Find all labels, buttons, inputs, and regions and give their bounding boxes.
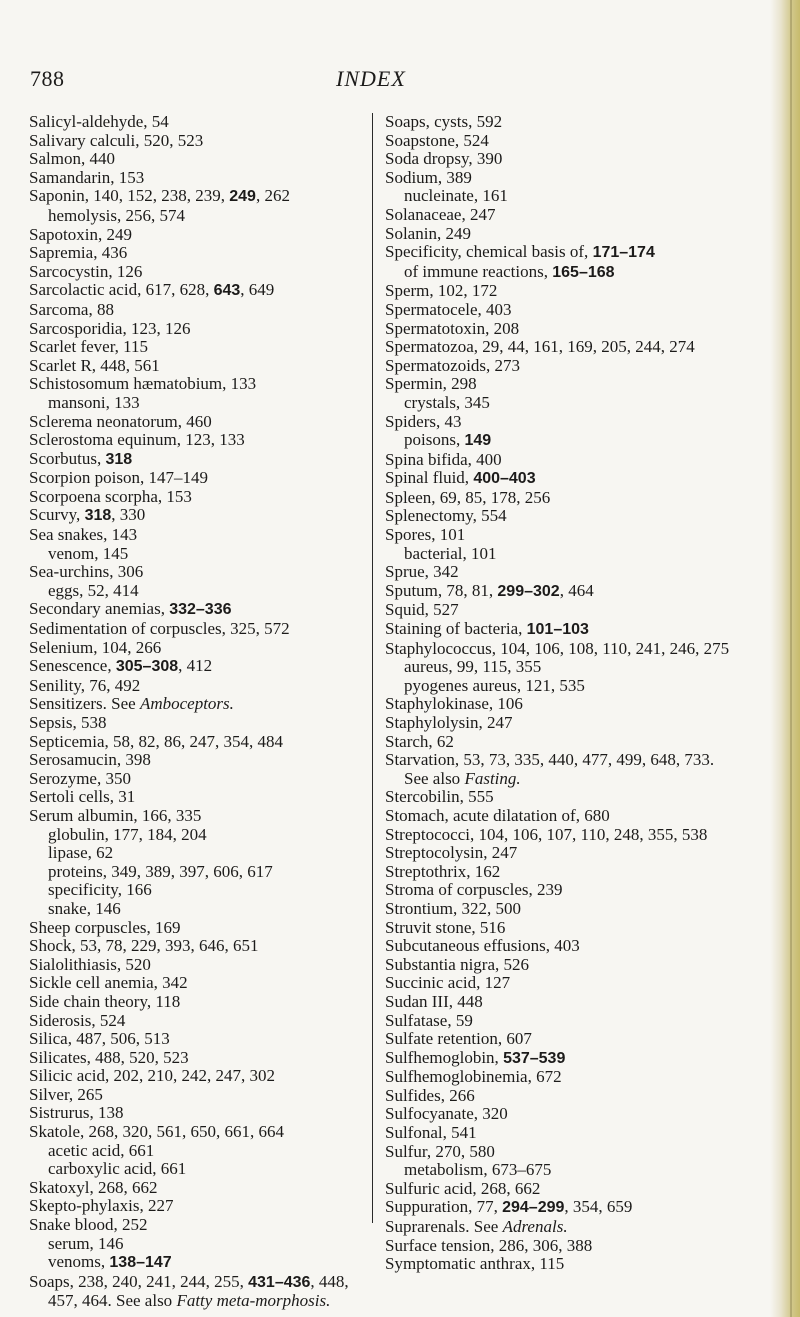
- entry-text: Sea-urchins, 306: [29, 562, 144, 582]
- entry-text: Septicemia, 58, 82, 86, 247, 354, 484: [29, 731, 284, 751]
- entry-text: serum, 146: [48, 1233, 124, 1253]
- index-entry: [385, 451, 742, 470]
- index-entry: [29, 338, 364, 357]
- index-entry: [29, 187, 364, 207]
- page-number: 788: [30, 66, 65, 91]
- index-entry: [385, 900, 742, 919]
- entry-text: hemolysis, 256, 574: [48, 205, 185, 225]
- index-entry: [29, 1012, 364, 1031]
- index-entry: [29, 1123, 364, 1142]
- entry-text: Soaps, cysts, 592: [385, 112, 503, 131]
- index-entry: [29, 620, 364, 639]
- entry-text: Staining of bacteria,: [385, 619, 527, 639]
- index-entry: [385, 1124, 742, 1143]
- entry-text: Sclerema neonatorum, 460: [29, 411, 212, 431]
- entry-text: Salicyl-aldehyde, 54: [29, 112, 169, 131]
- index-entry: [385, 601, 742, 620]
- entry-text: Spores, 101: [385, 525, 466, 545]
- entry-text: Struvit stone, 516: [385, 917, 506, 937]
- entry-text: Sudan III, 448: [385, 991, 483, 1011]
- entry-text: eggs, 52, 414: [48, 580, 139, 600]
- index-entry: [29, 639, 364, 658]
- index-subentry: [385, 1161, 742, 1180]
- index-entry: [29, 770, 364, 789]
- entry-text: Samandarin, 153: [29, 167, 145, 187]
- page-reference-bold: 431–436: [248, 1273, 311, 1291]
- index-entry: [385, 807, 742, 826]
- index-entry: [385, 1087, 742, 1106]
- index-entry: [29, 1104, 364, 1123]
- page-reference-bold: 165–168: [552, 263, 615, 281]
- index-entry: [29, 788, 364, 807]
- index-entry: [385, 301, 742, 320]
- entry-text: globulin, 177, 184, 204: [48, 824, 207, 844]
- entry-text: Sulfhemoglobin,: [385, 1047, 504, 1067]
- index-entry: [385, 320, 742, 339]
- entry-text: Stomach, acute dilatation of, 680: [385, 805, 610, 825]
- entry-text: acetic acid, 661: [48, 1140, 155, 1160]
- index-entry: [29, 375, 364, 394]
- index-subentry: [385, 677, 742, 696]
- entry-text: Sertoli cells, 31: [29, 787, 136, 807]
- index-entry: [29, 937, 364, 956]
- index-entry: [29, 413, 364, 432]
- entry-text: Spermatotoxin, 208: [385, 318, 520, 338]
- entry-text: poisons,: [404, 430, 465, 450]
- index-entry: [29, 357, 364, 376]
- index-entry: [29, 563, 364, 582]
- index-entry: [29, 244, 364, 263]
- entry-text: mansoni, 133: [48, 392, 140, 412]
- index-subentry: [29, 394, 364, 413]
- entry-text: Sulfur, 270, 580: [385, 1141, 495, 1161]
- index-entry: [29, 956, 364, 975]
- entry-text: Sialolithiasis, 520: [29, 954, 151, 974]
- index-entry: [29, 469, 364, 488]
- index-subentry: [29, 545, 364, 564]
- entry-text: Sputum, 78, 81,: [385, 580, 498, 600]
- index-entry: [29, 657, 364, 677]
- entry-text: Serozyme, 350: [29, 768, 131, 788]
- page-reference-bold: 305–308: [115, 658, 179, 676]
- entry-text: Streptocolysin, 247: [385, 843, 518, 863]
- entry-text: Stroma of corpuscles, 239: [385, 880, 563, 900]
- page-reference-bold: 101–103: [526, 621, 589, 639]
- entry-text: Sarcosporidia, 123, 126: [29, 318, 191, 338]
- index-subentry: [29, 1253, 364, 1273]
- entry-text: Silica, 487, 506, 513: [29, 1029, 170, 1049]
- index-entry: [385, 844, 742, 863]
- entry-text: Sulfonal, 541: [385, 1123, 477, 1143]
- index-subentry: [29, 582, 364, 601]
- entry-text: snake, 146: [48, 898, 121, 918]
- entry-text: carboxylic acid, 661: [48, 1159, 187, 1179]
- page-reference-bold: 149: [464, 432, 492, 450]
- entry-text: Salivary calculi, 520, 523: [29, 130, 204, 150]
- index-entry: [385, 993, 742, 1012]
- entry-text: Streptothrix, 162: [385, 861, 501, 881]
- index-entry: [385, 620, 742, 640]
- entry-text: Subcutaneous effusions, 403: [385, 936, 580, 956]
- entry-text: Specificity, chemical basis of,: [385, 242, 593, 262]
- entry-text: Selenium, 104, 266: [29, 637, 162, 657]
- index-entry: [29, 695, 364, 714]
- index-entry: [29, 226, 364, 245]
- cross-reference: Fasting.: [464, 768, 521, 788]
- index-entry: [29, 1273, 364, 1311]
- entry-text: Senescence,: [29, 656, 116, 676]
- entry-text: Sapremia, 436: [29, 243, 128, 263]
- entry-text: Starvation, 53, 73, 335, 440, 477, 499, 648, 733. See also: [385, 750, 715, 788]
- index-entry: [385, 582, 742, 602]
- entry-text: Surface tension, 286, 306, 388: [385, 1235, 593, 1255]
- index-subentry: [29, 1142, 364, 1161]
- entry-text: Succinic acid, 127: [385, 973, 511, 993]
- entry-text: Soda dropsy, 390: [385, 149, 503, 169]
- index-subentry: [385, 431, 742, 451]
- entry-text: Silicates, 488, 520, 523: [29, 1047, 189, 1067]
- index-entry: [385, 974, 742, 993]
- index-entry: [29, 677, 364, 696]
- index-subentry: [385, 658, 742, 677]
- page-reference-bold: 249: [229, 188, 256, 206]
- index-entry: [385, 1030, 742, 1049]
- entry-text: , 464: [559, 580, 594, 600]
- entry-text: metabolism, 673–675: [404, 1160, 552, 1180]
- entry-text: Silicic acid, 202, 210, 242, 247, 302: [29, 1066, 276, 1086]
- index-entry: [385, 1105, 742, 1124]
- entry-text: Sistrurus, 138: [29, 1103, 124, 1123]
- index-entry: [385, 243, 742, 263]
- cross-reference: Fatty meta-morphosis.: [176, 1291, 331, 1311]
- index-entry: [29, 301, 364, 320]
- index-entry: [385, 695, 742, 714]
- index-entry: [29, 113, 364, 132]
- index-entry: [29, 919, 364, 938]
- index-subentry: [29, 881, 364, 900]
- index-entry: [385, 1180, 742, 1199]
- entry-text: , 330: [111, 505, 146, 525]
- page-reference-bold: 400–403: [473, 470, 536, 488]
- entry-text: Sea snakes, 143: [29, 525, 138, 545]
- index-entry: [29, 431, 364, 450]
- index-entry: [29, 1086, 364, 1105]
- index-entry: [29, 1030, 364, 1049]
- entry-text: of immune reactions,: [404, 261, 553, 281]
- entry-text: Spinal fluid,: [385, 468, 474, 488]
- index-entry: [385, 1068, 742, 1087]
- entry-text: Silver, 265: [29, 1084, 103, 1104]
- entry-text: pyogenes aureus, 121, 535: [404, 675, 585, 695]
- index-subentry: [29, 844, 364, 863]
- index-entry: [29, 1216, 364, 1235]
- entry-text: Schistosomum hæmatobium, 133: [29, 374, 257, 394]
- entry-text: Sapotoxin, 249: [29, 224, 132, 244]
- entry-text: Sclerostoma equinum, 123, 133: [29, 430, 245, 450]
- index-entry: [385, 640, 742, 659]
- page-reference-bold: 138–147: [109, 1254, 172, 1272]
- index-entry: [29, 506, 364, 526]
- index-entry: [385, 357, 742, 376]
- index-entry: [29, 974, 364, 993]
- entry-text: Skatole, 268, 320, 561, 650, 661, 664: [29, 1122, 284, 1142]
- entry-text: , 354, 659: [564, 1197, 633, 1217]
- cross-reference: Amboceptors.: [139, 694, 234, 714]
- entry-text: Sodium, 389: [385, 167, 472, 187]
- index-entry: [385, 1012, 742, 1031]
- entry-text: Sulfate retention, 607: [385, 1029, 532, 1049]
- index-subentry: [385, 394, 742, 413]
- index-entry: [385, 1049, 742, 1069]
- index-entry: [29, 150, 364, 169]
- entry-text: Staphylokinase, 106: [385, 694, 523, 714]
- index-entry: [385, 206, 742, 225]
- entry-text: Spleen, 69, 85, 178, 256: [385, 487, 551, 507]
- index-subentry: [29, 1160, 364, 1179]
- entry-text: Siderosis, 524: [29, 1010, 126, 1030]
- entry-text: bacterial, 101: [404, 543, 497, 563]
- index-entry: [385, 489, 742, 508]
- index-entry: [385, 282, 742, 301]
- index-subentry: [385, 263, 742, 283]
- entry-text: Sulfhemoglobinemia, 672: [385, 1067, 562, 1087]
- index-entry: [385, 1198, 742, 1218]
- index-entry: [385, 881, 742, 900]
- entry-text: Starch, 62: [385, 731, 454, 751]
- index-entry: [385, 1143, 742, 1162]
- entry-text: Saponin, 140, 152, 238, 239,: [29, 186, 230, 206]
- page-header: [0, 66, 800, 96]
- index-entry: [29, 169, 364, 188]
- entry-text: crystals, 345: [404, 392, 490, 412]
- entry-text: venoms,: [48, 1252, 110, 1272]
- entry-text: Staphylolysin, 247: [385, 713, 513, 732]
- entry-text: Side chain theory, 118: [29, 991, 181, 1011]
- index-entry: [385, 751, 742, 788]
- entry-text: Sensitizers. See: [29, 694, 140, 714]
- entry-text: aureus, 99, 115, 355: [404, 657, 542, 677]
- page-reference-bold: 318: [84, 507, 112, 525]
- entry-text: Spermatozoids, 273: [385, 355, 521, 375]
- index-entry: [29, 1067, 364, 1086]
- index-entry: [29, 1049, 364, 1068]
- entry-text: Scorbutus,: [29, 448, 106, 468]
- index-entry: [385, 225, 742, 244]
- index-entry: [385, 1237, 742, 1256]
- index-entry: [385, 714, 742, 733]
- index-entry: [385, 469, 742, 489]
- entry-text: Sheep corpuscles, 169: [29, 917, 181, 937]
- index-entry: [29, 1179, 364, 1198]
- index-entry: [385, 937, 742, 956]
- entry-text: Salmon, 440: [29, 149, 115, 169]
- entry-text: lipase, 62: [48, 843, 114, 863]
- index-subentry: [29, 863, 364, 882]
- entry-text: Scorpion poison, 147–149: [29, 468, 208, 488]
- index-subentry: [29, 826, 364, 845]
- entry-text: Spina bifida, 400: [385, 449, 502, 469]
- index-entry: [385, 526, 742, 545]
- entry-text: , 649: [240, 280, 275, 300]
- index-entry: [385, 826, 742, 845]
- entry-text: Splenectomy, 554: [385, 506, 507, 526]
- entry-text: Secondary anemias,: [29, 599, 170, 619]
- page-edge: [770, 0, 800, 1317]
- index-entry: [29, 488, 364, 507]
- index-entry: [29, 281, 364, 301]
- index-subentry: [29, 207, 364, 226]
- index-column-left: [29, 113, 364, 1311]
- index-entry: [385, 113, 742, 132]
- entry-text: Skepto-phylaxis, 227: [29, 1196, 174, 1216]
- index-entry: [29, 714, 364, 733]
- index-entry: [385, 1255, 742, 1274]
- entry-text: Scurvy,: [29, 505, 85, 525]
- entry-text: Skatoxyl, 268, 662: [29, 1177, 158, 1197]
- index-entry: [29, 320, 364, 339]
- entry-text: Symptomatic anthrax, 115: [385, 1254, 565, 1274]
- entry-text: Spiders, 43: [385, 411, 462, 431]
- entry-text: Sarcoma, 88: [29, 299, 114, 319]
- entry-text: , 448, 457, 464. See also: [48, 1271, 349, 1311]
- entry-text: Solanin, 249: [385, 223, 471, 243]
- index-entry: [385, 132, 742, 151]
- entry-text: , 412: [178, 656, 213, 676]
- index-subentry: [385, 187, 742, 206]
- index-subentry: [29, 1235, 364, 1254]
- index-entry: [385, 507, 742, 526]
- entry-text: Sulfocyanate, 320: [385, 1104, 508, 1124]
- entry-text: Squid, 527: [385, 600, 459, 620]
- index-entry: [385, 919, 742, 938]
- entry-text: Shock, 53, 78, 229, 393, 646, 651: [29, 936, 259, 956]
- index-subentry: [29, 900, 364, 919]
- index-entry: [29, 807, 364, 826]
- index-entry: [29, 132, 364, 151]
- entry-text: Soapstone, 524: [385, 130, 489, 150]
- entry-text: Serum albumin, 166, 335: [29, 805, 202, 825]
- index-entry: [29, 751, 364, 770]
- page-reference-bold: 299–302: [497, 582, 560, 600]
- page-reference-bold: 332–336: [169, 601, 232, 619]
- entry-text: Stercobilin, 555: [385, 787, 494, 807]
- index-column-right: [372, 112, 742, 1274]
- entry-text: Sickle cell anemia, 342: [29, 973, 188, 993]
- entry-text: Substantia nigra, 526: [385, 954, 530, 974]
- index-entry: [29, 263, 364, 282]
- index-entry: [29, 450, 364, 470]
- index-entry: [385, 863, 742, 882]
- entry-text: Sperm, 102, 172: [385, 281, 498, 301]
- page-reference-bold: 643: [213, 282, 241, 300]
- index-entry: [385, 150, 742, 169]
- entry-text: Streptococci, 104, 106, 107, 110, 248, 355, 538: [385, 824, 708, 844]
- entry-text: Spermatozoa, 29, 44, 161, 169, 205, 244, 274: [385, 337, 695, 357]
- entry-text: , 262: [255, 186, 290, 206]
- index-entry: [385, 169, 742, 188]
- index-entry: [29, 600, 364, 620]
- index-entry: [29, 526, 364, 545]
- index-entry: [29, 733, 364, 752]
- entry-text: Sedimentation of corpuscles, 325, 572: [29, 619, 290, 639]
- index-entry: [385, 563, 742, 582]
- index-subentry: [385, 545, 742, 564]
- entry-text: Sarcolactic acid, 617, 628,: [29, 280, 214, 300]
- entry-text: Suprarenals. See: [385, 1217, 503, 1237]
- entry-text: proteins, 349, 389, 397, 606, 617: [48, 861, 273, 881]
- entry-text: Sulfides, 266: [385, 1085, 475, 1105]
- page-reference-bold: 294–299: [502, 1199, 565, 1217]
- entry-text: Sulfatase, 59: [385, 1010, 473, 1030]
- entry-text: Senility, 76, 492: [29, 675, 141, 695]
- page-reference-bold: 171–174: [592, 244, 655, 262]
- entry-text: Strontium, 322, 500: [385, 898, 522, 918]
- entry-text: Sprue, 342: [385, 562, 459, 582]
- entry-text: Snake blood, 252: [29, 1215, 148, 1235]
- running-title: INDEX: [336, 66, 406, 91]
- index-entry: [385, 788, 742, 807]
- index-entry: [385, 1218, 742, 1237]
- entry-text: Scarlet fever, 115: [29, 337, 149, 357]
- page-reference-bold: 318: [105, 450, 133, 468]
- index-entry: [385, 956, 742, 975]
- entry-text: Scorpoena scorpha, 153: [29, 486, 192, 506]
- index-entry: [385, 733, 742, 752]
- entry-text: specificity, 166: [48, 880, 152, 900]
- entry-text: nucleinate, 161: [404, 186, 508, 206]
- entry-text: Sarcocystin, 126: [29, 261, 143, 281]
- entry-text: Sepsis, 538: [29, 713, 107, 732]
- entry-text: Scarlet R, 448, 561: [29, 355, 160, 375]
- entry-text: Soaps, 238, 240, 241, 244, 255,: [29, 1271, 249, 1291]
- page-reference-bold: 537–539: [503, 1049, 566, 1067]
- index-entry: [29, 1197, 364, 1216]
- index-entry: [385, 338, 742, 357]
- entry-text: Serosamucin, 398: [29, 750, 151, 770]
- cross-reference: Adrenals.: [502, 1217, 568, 1237]
- entry-text: venom, 145: [48, 543, 129, 563]
- index-entry: [29, 993, 364, 1012]
- index-entry: [385, 413, 742, 432]
- index-entry: [385, 375, 742, 394]
- entry-text: Sulfuric acid, 268, 662: [385, 1178, 541, 1198]
- entry-text: Spermin, 298: [385, 374, 477, 394]
- entry-text: Solanaceae, 247: [385, 204, 496, 224]
- entry-text: Suppuration, 77,: [385, 1197, 503, 1217]
- entry-text: Staphylococcus, 104, 106, 108, 110, 241, 246, 275: [385, 638, 730, 658]
- entry-text: Spermatocele, 403: [385, 299, 512, 319]
